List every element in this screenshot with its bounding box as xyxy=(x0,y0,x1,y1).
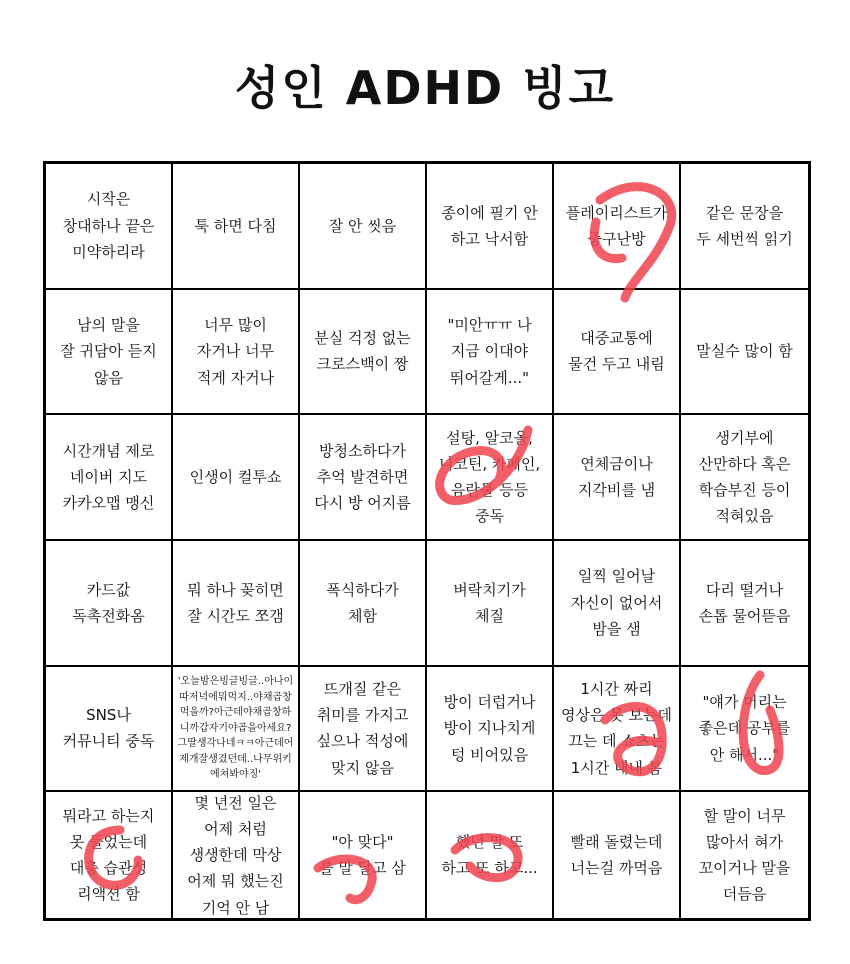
bingo-cell: 폭식하다가 체함 xyxy=(300,541,427,667)
bingo-cell: 플레이리스트가 중구난방 xyxy=(554,164,681,290)
bingo-cell: 설탕, 알코올, 니코틴, 카페인, 음란물 등등 중독 xyxy=(427,415,554,541)
bingo-cell: 잘 안 씻음 xyxy=(300,164,427,290)
bingo-cell: 뜨개질 같은 취미를 가지고 싶으나 적성에 맞지 않음 xyxy=(300,667,427,793)
bingo-cell: '오늘밤은빙글빙글..아나이따저녁에뭐먹지..야채곱창먹을까?아근데야채곱창하니까갑자기야곱을아세요?그딸생각나네ㅋㅋ아근데어제개잘생겼던데..나무위키에쳐봐야징' xyxy=(173,667,300,793)
bingo-cell: 인생이 컬투쇼 xyxy=(173,415,300,541)
bingo-cell: "아 맞다" 를 말 달고 삼 xyxy=(300,792,427,918)
bingo-cell: 연체금이나 지각비를 냄 xyxy=(554,415,681,541)
bingo-cell: SNS나 커뮤니티 중독 xyxy=(46,667,173,793)
bingo-cell: 몇 년전 일은 어제 처럼 생생한데 막상 어제 뭐 했는진 기억 안 남 xyxy=(173,792,300,918)
bingo-cell: "얘가 머리는 좋은데 공부를 안 해서..." xyxy=(681,667,808,793)
bingo-cell: "미안ㅠㅠ 나 지금 이대야 뛰어갈게..." xyxy=(427,290,554,416)
page-title: 성인 ADHD 빙고 xyxy=(234,61,616,115)
bingo-cell: 남의 말을 잘 귀담아 듣지 않음 xyxy=(46,290,173,416)
bingo-cell: 말실수 많이 함 xyxy=(681,290,808,416)
bingo-cell: 벼락치기가 체질 xyxy=(427,541,554,667)
bingo-cell: 생기부에 산만하다 혹은 학습부진 등이 적혀있음 xyxy=(681,415,808,541)
bingo-cell: 대중교통에 물건 두고 내림 xyxy=(554,290,681,416)
bingo-cell: 할 말이 너무 많아서 혀가 꼬이거나 말을 더듬음 xyxy=(698,806,791,904)
bingo-cell: 방청소하다가 추억 발견하면 다시 방 어지름 xyxy=(300,415,427,541)
bingo-cell: 1시간 짜리 영상은 못 보는데 끄는 데 쇼츠는 1시간 내내 봄 xyxy=(554,667,681,793)
bingo-cell: 종이에 필기 안 하고 낙서함 xyxy=(427,164,554,290)
bingo-cell: 일찍 일어날 자신이 없어서 밤을 샘 xyxy=(554,541,681,667)
bingo-board xyxy=(43,161,811,921)
bingo-cell: 뭐라고 하는지 못 들었는데 대충 습관성 리액션 함 xyxy=(46,792,173,918)
bingo-cell: 툭 하면 다침 xyxy=(173,164,300,290)
bingo-cell: 뭐 하나 꽂히면 잘 시간도 쪼갬 xyxy=(173,541,300,667)
bingo-cell: 분실 걱정 없는 크로스백이 짱 xyxy=(300,290,427,416)
bingo-cell: 방이 더럽거나 방이 지나치게 텅 비어있음 xyxy=(427,667,554,793)
bingo-cell: 시작은 창대하나 끝은 미약하리라 xyxy=(46,164,173,290)
bingo-cell: 너무 많이 자거나 너무 적게 자거나 xyxy=(173,290,300,416)
bingo-cell: 카드값 독촉전화옴 xyxy=(46,541,173,667)
bingo-cell: 시간개념 제로 네이버 지도 카카오맵 맹신 xyxy=(46,415,173,541)
bingo-cell: 빨래 돌렸는데 너는걸 까먹음 xyxy=(554,792,681,918)
bingo-cell: 했던 말 또 하고 또 하고... xyxy=(427,792,554,918)
bingo-cell: 같은 문장을 두 세번씩 읽기 xyxy=(681,164,808,290)
bingo-cell: 다리 떨거나 손톱 물어뜯음 xyxy=(681,541,808,667)
